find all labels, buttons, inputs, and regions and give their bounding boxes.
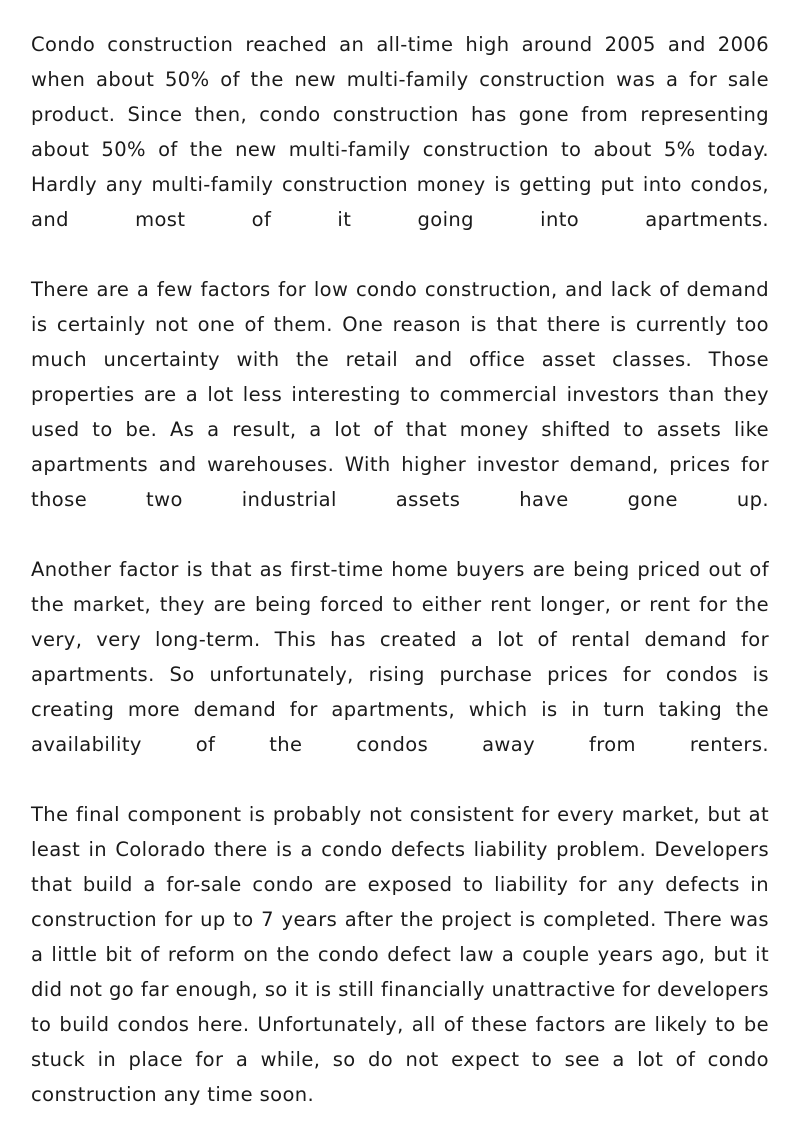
paragraph-condo-history: Condo construction reached an all-time high around 2005 and 2006 when about 50% of the new multi-family construction was a for sale product. Since then, condo construction has gone from representing about 50% of the new multi-family construction to about 5% today. Hardly any multi-family construction money is getting put into condos, and most of it going into apartments. <box>31 33 769 231</box>
article-body <box>31 27 769 1147</box>
paragraph-rental-demand: Another factor is that as first-time home buyers are being priced out of the market, they are being forced to either rent longer, or rent for the very, very long-term. This has created a lot of rental demand for apartments. So unfortunately, rising purchase prices for condos is creating more demand for apartments, which is in turn taking the availability of the condos away from renters. <box>31 558 769 756</box>
paragraph-defects-liability: The final component is probably not consistent for every market, but at least in Colorado there is a condo defects liability problem. Developers that build a for-sale condo are exposed to liability for any defects in construction for up to 7 years after the project is completed. There was a little bit of reform on the condo defect law a couple years ago, but it did not go far enough, so it is still financially unattractive for developers to build condos here. Unfortunately, all of these factors are likely to be stuck in place for a while, so do not expect to see a lot of condo construction any time soon. <box>31 803 769 1106</box>
paragraph-low-construction-factors: There are a few factors for low condo construction, and lack of demand is certainly not one of them. One reason is that there is currently too much uncertainty with the retail and office asset classes. Those properties are a lot less interesting to commercial investors than they used to be. As a result, a lot of that money shifted to assets like apartments and warehouses. With higher investor demand, prices for those two industrial assets have gone up. <box>31 278 769 511</box>
